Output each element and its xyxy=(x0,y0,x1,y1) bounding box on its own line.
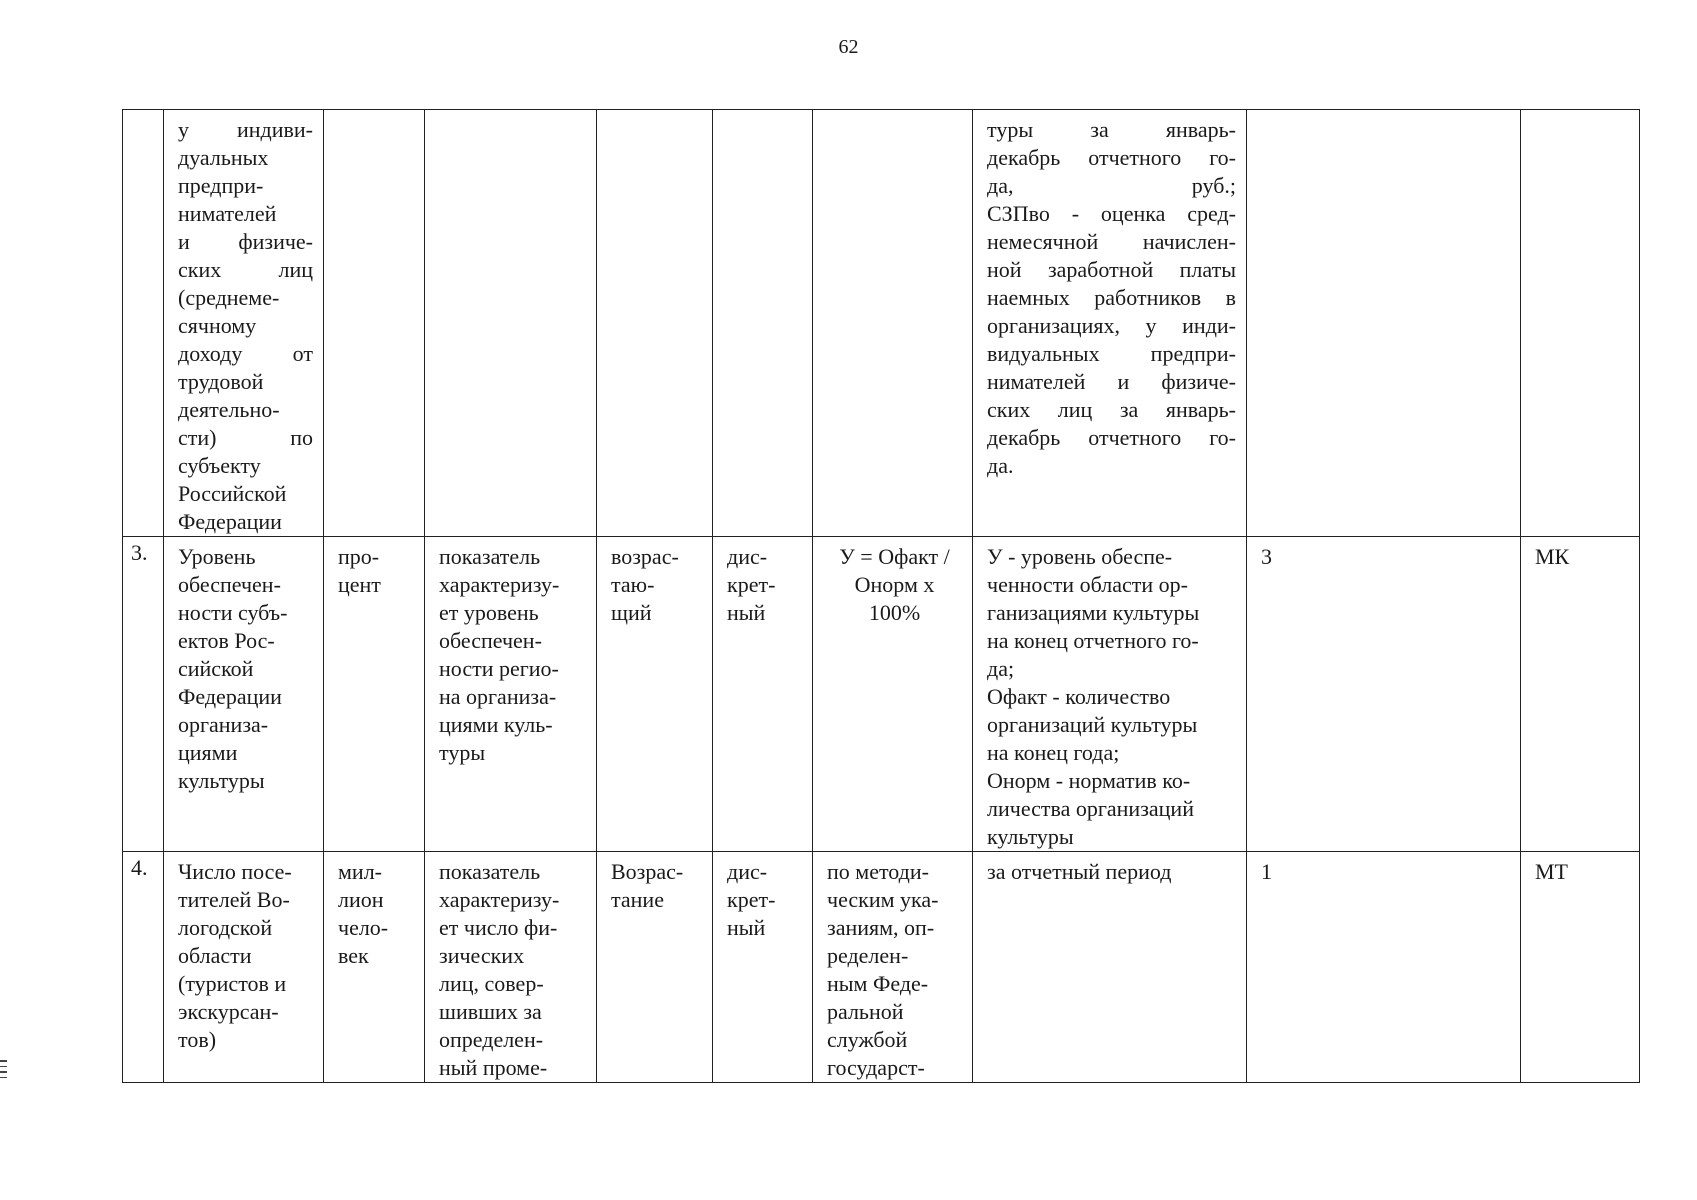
responsible-cell xyxy=(1521,110,1640,537)
method-cell: туры за январь- декабрь отчетного го- да, руб.; СЗПво - оценка сред- немесячной начислен- ной заработной платы наемных работников в организациях, у инди- видуальных предпри- нимателей и физиче- ских лиц за январь- декабрь отчетного го- да. xyxy=(973,110,1247,537)
unit-cell: мил- лион чело- век xyxy=(324,852,425,1083)
trend-cell: Возрас- тание xyxy=(597,852,713,1083)
indicator-name: Уровень обеспечен- ности субъ- ектов Рос- сийской Федерации организа- циями культуры xyxy=(164,537,324,852)
source-cell: 1 xyxy=(1247,852,1521,1083)
indicator-name: Число посе- тителей Во- логодской области (туристов и экскурсан- тов) xyxy=(164,852,324,1083)
type-cell xyxy=(713,110,813,537)
trend-cell xyxy=(597,110,713,537)
method-cell: У - уровень обеспе- ченности области ор- ганизациями культуры на конец отчетного го- да; Офакт - количество организаций культуры на конец года; Онорм - норматив ко- личества организаций культуры xyxy=(973,537,1247,852)
indicators-table xyxy=(122,109,1640,1083)
source-cell xyxy=(1247,110,1521,537)
indicator-name: у индиви- дуальных предпри- нимателей и физиче- ских лиц (среднеме- сячному доходу от трудовой деятельно- сти) по субъекту Российской Федерации xyxy=(164,110,324,537)
trend-cell: возрас- таю- щий xyxy=(597,537,713,852)
characteristic-cell: показатель характеризу- ет число фи- зических лиц, совер- шивших за определен- ный проме- xyxy=(425,852,597,1083)
method-cell: за отчетный период xyxy=(973,852,1247,1083)
characteristic-cell: показатель характеризу- ет уровень обеспечен- ности регио- на организа- циями куль- туры xyxy=(425,537,597,852)
responsible-cell: МК xyxy=(1521,537,1640,852)
row-number: 3. xyxy=(123,537,164,852)
unit-cell xyxy=(324,110,425,537)
table-row xyxy=(123,537,1640,852)
type-cell: дис- крет- ный xyxy=(713,852,813,1083)
page-number: 62 xyxy=(838,36,859,58)
formula-cell xyxy=(813,110,973,537)
type-cell: дис- крет- ный xyxy=(713,537,813,852)
table-row xyxy=(123,852,1640,1083)
table-row xyxy=(123,110,1640,537)
formula-cell: по методи- ческим ука- заниям, оп- ределен- ным Феде- ральной службой государст- xyxy=(813,852,973,1083)
formula-cell: У = Офакт / Онорм х 100% xyxy=(813,537,973,852)
row-number: 4. xyxy=(123,852,164,1083)
unit-cell: про- цент xyxy=(324,537,425,852)
source-cell: 3 xyxy=(1247,537,1521,852)
row-number xyxy=(123,110,164,537)
scan-edge-marks xyxy=(0,1060,8,1082)
characteristic-cell xyxy=(425,110,597,537)
responsible-cell: МТ xyxy=(1521,852,1640,1083)
